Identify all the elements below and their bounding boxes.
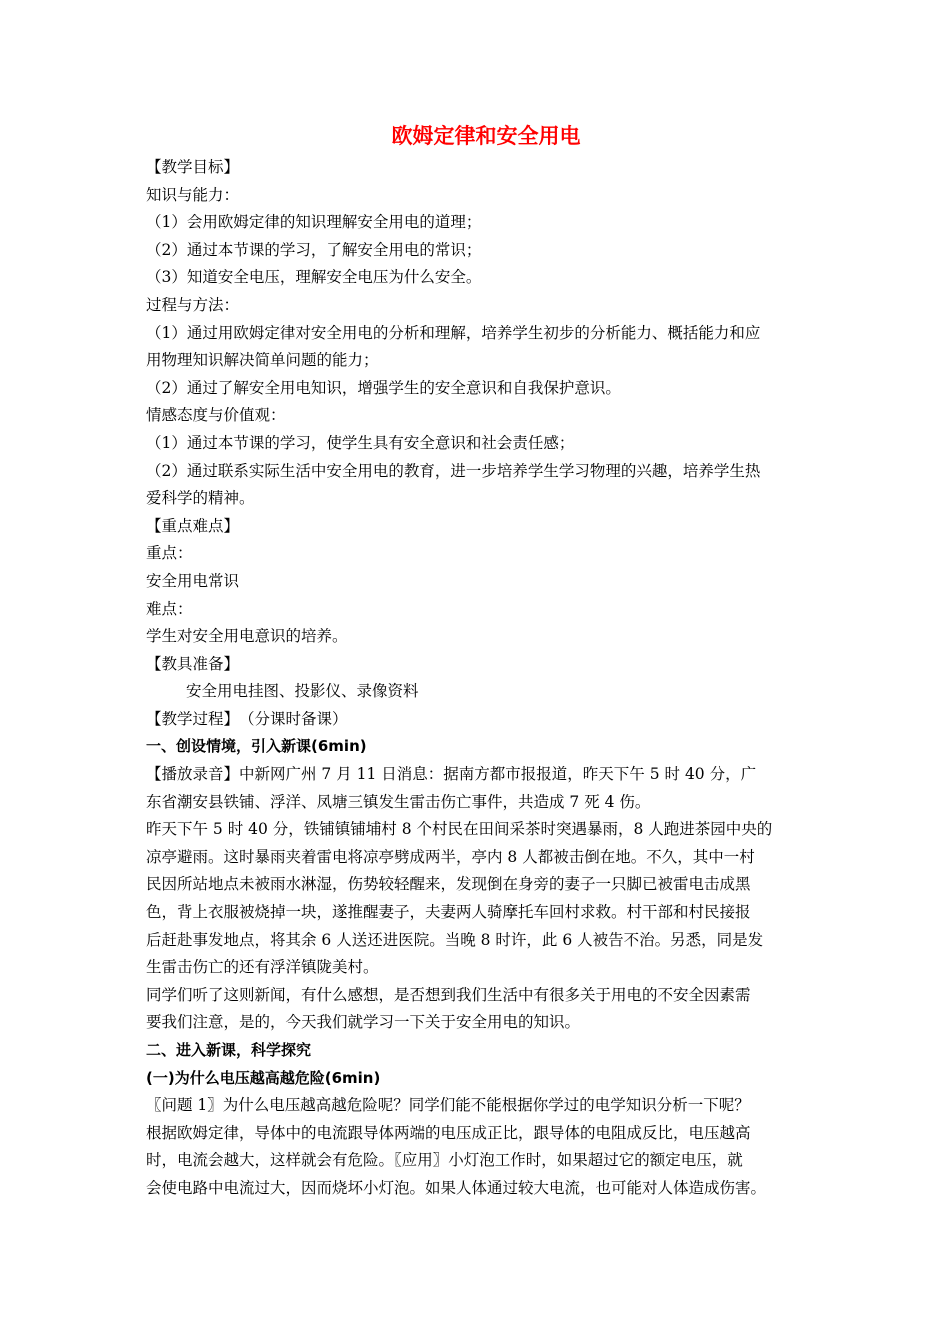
difficult-label: 难点： [146,599,193,618]
document-page [146,118,826,1203]
part2-sub-heading: (一)为什么电压越高越危险(6min) [146,1068,381,1087]
tools-heading: 【教具准备】 [146,654,240,673]
list-item: （1）通过用欧姆定律对安全用电的分析和理解，培养学生初步的分析能力、概括能力和应 [146,323,761,342]
paragraph-line: 生雷击伤亡的还有浮洋镇陇美村。 [146,958,379,977]
page-title: 欧姆定律和安全用电 [391,123,581,148]
paragraph-line: 东省潮安县铁铺、浮洋、凤塘三镇发生雷击伤亡事件，共造成 7 死 4 伤。 [146,792,651,811]
part2-heading: 二、进入新课，科学探究 [146,1041,312,1059]
list-item: （2）通过了解安全用电知识，增强学生的安全意识和自我保护意识。 [146,378,621,397]
paragraph-line: 会使电路中电流过大，因而烧坏小灯泡。如果人体通过较大电流，也可能对人体造成伤害。 [146,1178,767,1197]
list-item: （2）通过本节课的学习，了解安全用电的常识； [146,240,482,259]
process-main-heading: 【教学过程】 （分课时备课） [146,709,348,728]
list-item: 爱科学的精神。 [146,489,255,508]
emotion-heading: 情感态度与价值观： [146,406,286,425]
part1-heading: 一、创设情境，引入新课(6min) [146,737,367,756]
paragraph-line: 【播放录音】中新网广州 7 月 11 日消息：据南方都市报报道，昨天下午 5 时 40 分，广 [146,765,757,784]
list-item: （1）通过本节课的学习，使学生具有安全意识和社会责任感； [146,433,575,452]
goals-heading: 【教学目标】 [146,158,240,176]
paragraph-line: 同学们听了这则新闻，有什么感想，是否想到我们生活中有很多关于用电的不安全因素需 [146,985,751,1004]
paragraph-line: 昨天下午 5 时 40 分，铁铺镇铺埔村 8 个村民在田间采茶时突遇暴雨，8 人跑进茶园中央的 [146,820,773,839]
tools-text: 安全用电挂图、投影仪、录像资料 [186,682,419,701]
process-heading: 过程与方法： [146,295,240,314]
key-heading: 【重点难点】 [146,516,240,535]
list-item: （1）会用欧姆定律的知识理解安全用电的道理； [146,213,482,232]
paragraph-line: 根据欧姆定律，导体中的电流跟导体两端的电压成正比，跟导体的电阻成反比，电压越高 [146,1123,751,1142]
key-text: 安全用电常识 [146,571,240,590]
paragraph-line: 要我们注意，是的，今天我们就学习一下关于安全用电的知识。 [146,1013,581,1032]
paragraph-line: 〖问题 1〗为什么电压越高越危险呢？同学们能不能根据你学过的电学知识分析一下呢？ [146,1096,750,1115]
list-item: （3）知道安全电压，理解安全电压为什么安全。 [146,268,482,287]
difficult-text: 学生对安全用电意识的培养。 [146,627,348,646]
list-item: 用物理知识解决简单问题的能力； [146,351,379,370]
list-item: （2）通过联系实际生活中安全用电的教育，进一步培养学生学习物理的兴趣，培养学生热 [146,461,761,480]
paragraph-line: 后赶赴事发地点，将其余 6 人送还进医院。当晚 8 时许，此 6 人被告不治。另悉，同是发 [146,930,764,949]
paragraph-line: 民因所站地点未被雨水淋湿，伤势较轻醒来，发现倒在身旁的妻子一只脚已被雷电击成黑 [146,875,751,894]
key-label: 重点： [146,544,193,563]
paragraph-line: 凉亭避雨。这时暴雨夹着雷电将凉亭劈成两半，亭内 8 人都被击倒在地。不久，其中一村 [146,847,755,866]
paragraph-line: 色，背上衣服被烧掉一块，遂推醒妻子，夫妻两人骑摩托车回村求救。村干部和村民接报 [146,903,751,922]
knowledge-heading: 知识与能力： [146,185,240,204]
paragraph-line: 时，电流会越大，这样就会有危险。〖应用〗小灯泡工作时，如果超过它的额定电压，就 [146,1151,743,1170]
